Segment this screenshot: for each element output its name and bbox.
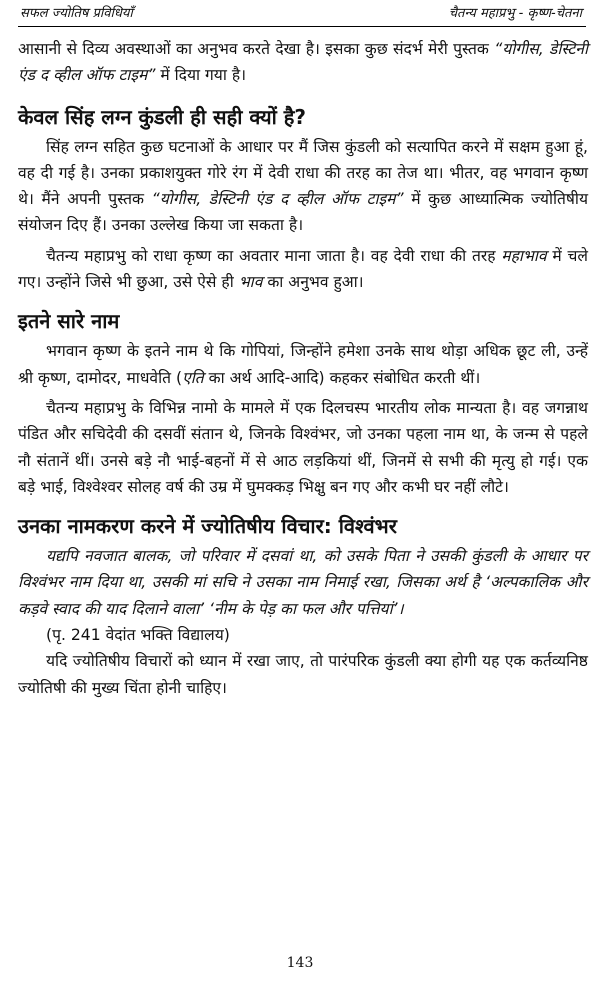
header-chapter-title: चैतन्य महाप्रभु - कृष्ण-चेतना (448, 6, 582, 21)
intro-paragraph (18, 36, 588, 89)
para-text: सिंह लग्न सहित कुछ घटनाओं के आधार पर मैं जिस कुंडली को सत्यापित करने में सक्षम हुआ हूं, वह दी गई है। उनका प्रकाशयुक्त गोरे रंग में देवी राधा की तरह का तेज था। भीतर, वह भगवान कृष्ण थे। मैंने अपनी पुस्तक (18, 137, 588, 209)
intro-text: आसानी से दिव्य अवस्थाओं का अनुभव करते देखा है। इसका कुछ संदर्भ मेरी पुस्तक (18, 40, 495, 58)
para-text: भगवान कृष्ण के इतने नाम थे कि गोपियां, जिन्होंने हमेशा उनके साथ थोड़ा अधिक छूट ली, उन्हें श्री कृष्ण, दामोदर, माधवेति ( (18, 342, 588, 387)
citation: (पृ. 241 वेदांत भक्ति विद्यालय) (46, 626, 230, 645)
header-book-title: सफल ज्योतिष प्रविधियाँ (20, 6, 133, 21)
para-text-end: में कुछ आध्यात्मिक ज्योतिषीय संयोजन दिए हैं। उनका उल्लेख किया जा सकता है। (18, 190, 589, 235)
paragraph-kundli (18, 134, 588, 239)
paragraph-conclusion: यदि ज्योतिषीय विचारों को ध्यान में रखा जाए, तो पारंपरिक कुंडली क्या होगी यह एक कर्तव्यनिष्ठ ज्योतिषी की मुख्य चिंता होनी चाहिए। (18, 652, 588, 697)
page-body (18, 36, 588, 701)
italic-term-eti: एति (182, 368, 204, 387)
paragraph-avatar (18, 243, 588, 296)
quote-text: यद्यपि नवजात बालक, जो परिवार में दसवां था, को उसके पिता ने उसकी कुंडली के आधार पर विश्वंभर नाम दिया था, उसकी मां सचि ने उसका नाम निमाई रखा, जिसका अर्थ है ‘अल्पकालिक और कड़वे स्वाद की याद दिलाने वाला’ ‘नीम के पेड़ का फल और पत्तियां’। (18, 547, 588, 618)
quote-paragraph (18, 543, 588, 622)
book-title-ref: “योगीस, डेस्टिनी एंड द व्हील ऑफ टाइम” (151, 190, 404, 209)
para-text: चैतन्य महाप्रभु को राधा कृष्ण का अवतार माना जाता है। वह देवी राधा की तरह (46, 246, 502, 265)
italic-term-mahabhav: महाभाव (501, 246, 547, 265)
section-heading-lagna: केवल सिंह लग्न कुंडली ही सही क्यों है? (18, 104, 307, 129)
running-header (18, 0, 586, 27)
section-heading-naming: उनका नामकरण करने में ज्योतिषीय विचार: विश्वंभर (18, 514, 397, 539)
para-text-end: का अनुभव हुआ। (262, 273, 364, 292)
book-title-ref: “योगीस, डेस्टिनी एंड द व्हील ऑफ टाइम” (18, 40, 589, 85)
section-heading-names: इतने सारे नाम (18, 309, 120, 334)
paragraph-krishna-names (18, 338, 588, 391)
paragraph-family: चैतन्य महाप्रभु के विभिन्न नामो के मामले में एक दिलचस्प भारतीय लोक मान्यता है। वह जगन्नाथ पंडित और सचिदेवी की दसवीं संतान थे, जिनके विश्वंभर, जो उनका पहला नाम था, के जन्म से पहले नौ संतानें थीं। उनसे बड़े नौ भाई-बहनों में से आठ लड़कियां थीं, जिनमें से सभी की मृत्यु हो गई। एक बड़े भाई, विश्वेश्वर सोलह वर्ष की उम्र में घुमक्कड़ भिक्षु बन गए और कभी घर नहीं लौटे। (18, 398, 588, 496)
para-text-end: का अर्थ आदि-आदि) कहकर संबोधित करती थीं। (203, 368, 481, 387)
page-number: 143 (286, 955, 314, 971)
para-text: में चले गए। उन्होंने जिसे भी छुआ, उसे ऐसे ही (18, 246, 588, 292)
italic-term-bhav: भाव (238, 273, 263, 292)
intro-text-end: में दिया गया है। (155, 66, 247, 85)
